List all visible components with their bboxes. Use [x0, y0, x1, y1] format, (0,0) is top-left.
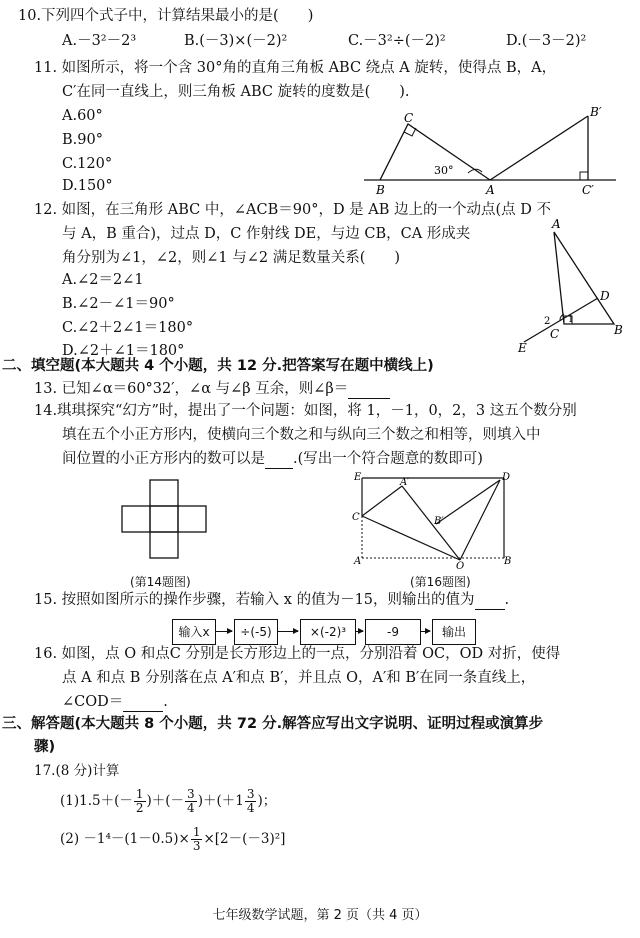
flow-step-multiply: ×(-2)³: [300, 619, 356, 645]
flow-step-divide: ÷(-5): [234, 619, 278, 645]
q16-fig-label-a: A: [354, 556, 362, 567]
q17-part1-a: (1)1.5＋(－: [60, 793, 133, 809]
q12-line2: 与 A，B 重合)，过点 D，C 作射线 DE，与边 CB，CA 形成夹: [62, 226, 471, 242]
section2-heading: 二、填空题(本大题共 4 个小题，共 12 分.把答案写在题中横线上): [2, 358, 434, 374]
fraction-denominator: 4: [187, 801, 195, 815]
fraction-3-4-a: [185, 788, 197, 815]
q14-answer-blank[interactable]: [265, 453, 293, 469]
q11-option-c[interactable]: C.120°: [62, 156, 113, 172]
q17-part1-d: )；: [257, 793, 277, 809]
flow-arrow-1: [215, 631, 232, 632]
page-footer: 七年级数学试题，第 2 页（共 4 页）: [212, 908, 428, 923]
flow-step-output: 输出: [432, 619, 476, 645]
q11-option-b[interactable]: B.90°: [62, 132, 103, 148]
fraction-3-4-b: [245, 788, 257, 815]
fraction-denominator: 4: [246, 801, 255, 815]
q16-fig-label-e: E: [354, 472, 362, 483]
q14-line2: 填在五个小正方形内，使横向三个数之和与纵向三个数之和相等，则填入中: [62, 427, 541, 443]
q11-option-d[interactable]: D.150°: [62, 178, 113, 194]
flow-arrow-2: [277, 631, 298, 632]
q15-flowchart: [172, 619, 492, 645]
q11-fig-angle: 30°: [434, 164, 454, 177]
q15-stem: 15. 按照如图所示的操作步骤，若输入 x 的值为－15，则输出的值为: [34, 592, 475, 608]
q10-stem: 10.下列四个式子中，计算结果最小的是( ): [18, 8, 314, 24]
q16-fig-label-o: O: [456, 561, 465, 570]
q11-line2: C′在同一直线上，则三角板 ABC 旋转的度数是( ).: [62, 84, 410, 100]
flow-step-subtract: -9: [365, 619, 421, 645]
q12-option-a[interactable]: A.∠2＝2∠1: [62, 272, 144, 288]
q16-fig-label-bprime: B′: [434, 516, 444, 527]
q16-line3-text: ∠COD＝: [62, 694, 124, 710]
section3-heading-line1: 三、解答题(本大题共 8 个小题，共 72 分.解答应写出文字说明、证明过程或演算步: [2, 716, 544, 732]
fraction-numerator: 1: [192, 825, 201, 839]
q10-options: [62, 31, 586, 51]
q11-fig-label-b: B: [376, 183, 385, 197]
q11-fig-label-a: A: [486, 183, 495, 197]
q17-heading: 17.(8 分)计算: [34, 763, 120, 779]
q11-line1: 11. 如图所示，将一个含 30°角的直角三角板 ABC 绕点 A 旋转，使得点 B，A，: [34, 60, 557, 76]
q12-fig-label-c: C: [550, 327, 560, 341]
q11-figure: [360, 100, 620, 200]
q14-cross-figure: [118, 478, 214, 562]
q14-line3: [62, 449, 483, 469]
q12-fig-label-a: A: [552, 217, 561, 231]
q10-option-b[interactable]: B.(－3)×(－2)²: [184, 33, 288, 49]
q14-line3-text: 间位置的小正方形内的数可以是: [62, 451, 265, 467]
fraction-numerator: 1: [135, 787, 144, 801]
q16-line1: 16. 如图，点 O 和点C 分别是长方形边上的一点，分别沿着 OC，OD 对折，使得: [34, 646, 561, 662]
q17-part2-b: ×[2－(－3)²]: [203, 831, 286, 847]
q10-option-d[interactable]: D.(－3－2)²: [506, 33, 587, 49]
q17-part2-a: (2) －1⁴－(1－0.5)×: [60, 831, 190, 847]
q12-option-d[interactable]: D.∠2＋∠1＝180°: [62, 343, 185, 359]
q13-stem: 13. 已知∠α＝60°32′，∠α 与∠β 互余，则∠β＝: [34, 381, 349, 397]
q17-part1-c: )＋(＋1: [197, 793, 244, 809]
q12-fig-label-e: E: [518, 341, 527, 355]
q16-figure: [346, 468, 522, 570]
section3-heading-line2: 骤): [34, 739, 56, 755]
q11-option-a[interactable]: A.60°: [62, 108, 103, 124]
q12-option-c[interactable]: C.∠2＋2∠1＝180°: [62, 320, 194, 336]
q12-line3: 角分别为∠1，∠2，则∠1 与∠2 满足数量关系( ): [62, 250, 401, 266]
q17-part1: [60, 784, 276, 818]
q17-part1-b: )＋(－: [146, 793, 185, 809]
q10-option-c[interactable]: C.－3²÷(－2)²: [348, 33, 446, 49]
flow-step-input: 输入x: [172, 619, 216, 645]
q12-line1: 12. 如图，在三角形 ABC 中，∠ACB＝90°，D 是 AB 边上的一个动点(点 D 不: [34, 202, 552, 218]
q14-figure-caption: (第14题图): [130, 575, 191, 589]
q13: [34, 379, 390, 399]
q16-figure-caption: (第16题图): [410, 575, 471, 589]
q11-fig-label-cprime: C′: [582, 183, 594, 197]
q17-part2: [60, 822, 285, 856]
q12-fig-angle2: 2: [544, 316, 551, 327]
q12-fig-label-b: B: [614, 323, 623, 337]
q12-fig-label-d: D: [600, 289, 610, 303]
q12-figure: [508, 216, 628, 356]
flow-arrow-4: [420, 631, 430, 632]
fraction-numerator: 3: [187, 787, 195, 801]
q11-fig-label-c: C: [404, 111, 414, 125]
q16-answer-blank[interactable]: [123, 696, 163, 712]
q15-stem-end: .: [504, 592, 510, 608]
q10-option-a[interactable]: A.－3²－2³: [62, 33, 137, 49]
fraction-1-3: [191, 826, 203, 853]
q16-line2: 点 A 和点 B 分别落在点 A′和点 B′，并且点 O，A′和 B′在同一条直线上，: [62, 670, 536, 686]
q12-option-b[interactable]: B.∠2－∠1＝90°: [62, 296, 175, 312]
fraction-denominator: 2: [135, 801, 144, 815]
q16-line3: [62, 692, 168, 712]
q15: [34, 590, 509, 610]
q16-fig-label-d: D: [502, 472, 511, 483]
fraction-1-2: [134, 788, 146, 815]
q13-answer-blank[interactable]: [348, 383, 390, 399]
flow-arrow-3: [355, 631, 363, 632]
fraction-denominator: 3: [192, 839, 201, 853]
q15-answer-blank[interactable]: [475, 594, 505, 610]
q11-fig-label-bprime: B′: [590, 105, 602, 119]
q16-fig-label-c: C: [352, 512, 360, 523]
q16-fig-label-b: B: [504, 556, 512, 567]
q14-line3-tail: .(写出一个符合题意的数即可): [293, 451, 483, 467]
q12-fig-angle1: 1: [568, 315, 574, 325]
q16-fig-label-aprime: A′: [400, 477, 410, 488]
q16-line3-end: .: [163, 694, 168, 710]
q14-line1: 14.琪琪探究“幻方”时，提出了一个问题：如图，将 1，－1，0，2，3 这五个数分别: [34, 403, 577, 419]
fraction-numerator: 3: [246, 787, 255, 801]
